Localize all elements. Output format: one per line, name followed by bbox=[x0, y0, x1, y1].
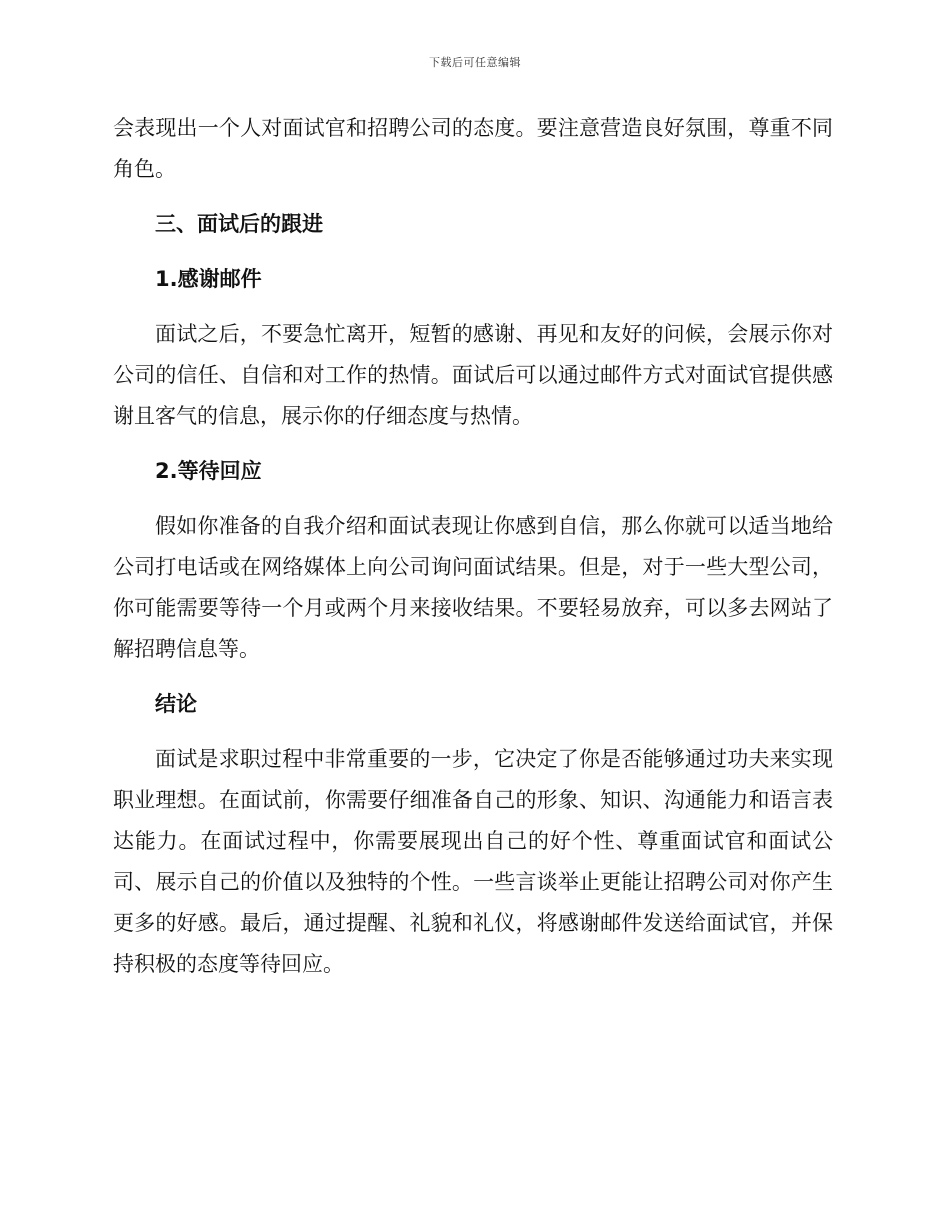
paragraph-thank-you-email: 面试之后，不要急忙离开，短暂的感谢、再见和友好的问候，会展示你对公司的信任、自信和对工作的热情。面试后可以通过邮件方式对面试官提供感谢且客气的信息，展示你的仔细态度与热情。 bbox=[113, 322, 833, 428]
heading-conclusion: 结论 bbox=[155, 692, 197, 716]
section-heading-followup: 三、面试后的跟进 bbox=[155, 212, 323, 236]
subheading-waiting-response: 2.等待回应 bbox=[155, 459, 262, 483]
paragraph-continued: 会表现出一个人对面试官和招聘公司的态度。要注意营造良好氛围，尊重不同角色。 bbox=[113, 116, 833, 181]
subheading-thank-you-email: 1.感谢邮件 bbox=[155, 267, 262, 291]
document-body bbox=[113, 108, 833, 999]
paragraph-conclusion: 面试是求职过程中非常重要的一步，它决定了你是否能够通过功夫来实现职业理想。在面试前，你需要仔细准备自己的形象、知识、沟通能力和语言表达能力。在面试过程中，你需要展现出自己的好个性、尊重面试官和面试公司、展示自己的价值以及独特的个性。一些言谈举止更能让招聘公司对你产生更多的好感。最后，通过提醒、礼貌和礼仪，将感谢邮件发送给面试官，并保持积极的态度等待回应。 bbox=[113, 747, 833, 976]
header-note: 下载后可任意编辑 bbox=[429, 56, 521, 69]
paragraph-waiting-response: 假如你准备的自我介绍和面试表现让你感到自信，那么你就可以适当地给公司打电话或在网络媒体上向公司询问面试结果。但是，对于一些大型公司，你可能需要等待一个月或两个月来接收结果。不要轻易放弃，可以多去网站了解招聘信息等。 bbox=[113, 514, 833, 661]
